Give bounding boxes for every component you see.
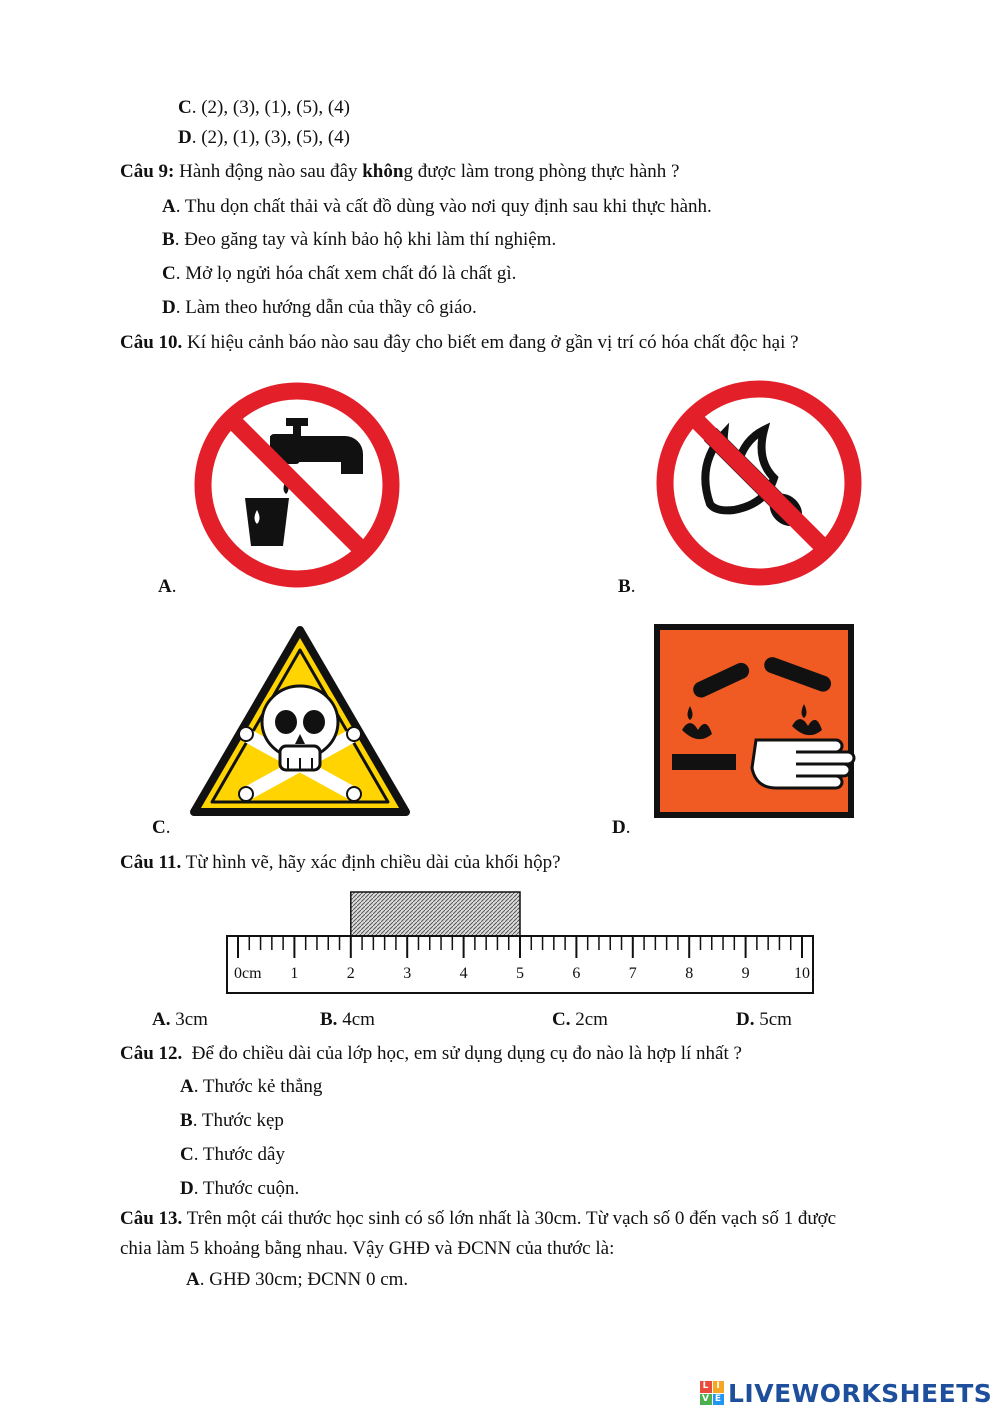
no-drinking-water-icon [190,378,405,593]
ruler-tick-label: 5 [516,965,524,982]
q11-answer-b: B. 4cm [320,1009,375,1030]
q13-question-line1: Câu 13. Trên một cái thước học sinh có số lớn nhất là 30cm. Từ vạch số 0 đến vạch số 1 được [120,1208,837,1229]
ruler-tick-label: 6 [572,965,581,982]
ruler-tick-label: 4 [459,965,468,982]
sign-b-label: B. [618,576,636,597]
q9-option-b: B. Đeo găng tay và kính bảo hộ khi làm thí nghiệm. [162,229,557,250]
q13-question-line2: chia làm 5 khoảng bằng nhau. Vậy GHĐ và ĐCNN của thước là: [120,1238,615,1259]
ruler-tick-label: 9 [741,965,750,982]
sign-d-label: D. [612,817,631,838]
q9-option-c: C. Mở lọ ngửi hóa chất xem chất đó là chất gì. [162,263,517,284]
ruler-unit-label: 0cm [234,965,262,982]
q9-option-d: D. Làm theo hướng dẫn của thầy cô giáo. [162,297,477,318]
prev-option-c: C. (2), (3), (1), (5), (4) [178,97,351,118]
q11-answer-c: C. 2cm [552,1009,608,1030]
q12-option-a: A. Thước kẻ thẳng [180,1076,323,1097]
q9-question: Câu 9: Hành động nào sau đây không được làm trong phòng thực hành ? [120,161,680,182]
ruler-tick-label: 3 [403,965,412,982]
brand-name: LIVEWORKSHEETS [728,1378,993,1408]
ruler-tick-label: 2 [346,965,355,982]
q11-answer-a: A. 3cm [152,1009,208,1030]
q11-question: Câu 11. Từ hình vẽ, hãy xác định chiều dài của khối hộp? [120,852,561,873]
corrosive-icon [652,622,856,820]
ruler-figure [225,890,825,1000]
q11-answer-d: D. 5cm [736,1009,792,1030]
brand-logo-icon: L I V E [700,1381,724,1405]
ruler-tick-label: 1 [290,965,299,982]
q10-question: Câu 10. Kí hiệu cảnh báo nào sau đây cho biết em đang ở gần vị trí có hóa chất độc hại ? [120,332,799,353]
liveworksheets-logo[interactable] [700,1378,992,1408]
ruler-tick-label: 7 [628,965,637,982]
ruler-tick-label: 8 [685,965,694,982]
q12-option-d: D. Thước cuộn. [180,1178,300,1199]
ruler-tick-label: 10 [794,965,810,982]
toxic-skull-icon [188,622,413,822]
sign-c-label: C. [152,817,171,838]
measured-block [351,892,520,936]
sign-a-label: A. [158,576,177,597]
q12-option-c: C. Thước dây [180,1144,285,1165]
prev-option-d: D. (2), (1), (3), (5), (4) [178,127,351,148]
q9-option-a: A. Thu dọn chất thải và cất đồ dùng vào nơi quy định sau khi thực hành. [162,196,712,217]
q13-option-a: A. GHĐ 30cm; ĐCNN 0 cm. [186,1269,409,1290]
q12-option-b: B. Thước kẹp [180,1110,284,1131]
no-open-flame-icon [652,376,867,591]
q12-question: Câu 12. Để đo chiều dài của lớp học, em sử dụng dụng cụ đo nào là hợp lí nhất ? [120,1043,742,1064]
